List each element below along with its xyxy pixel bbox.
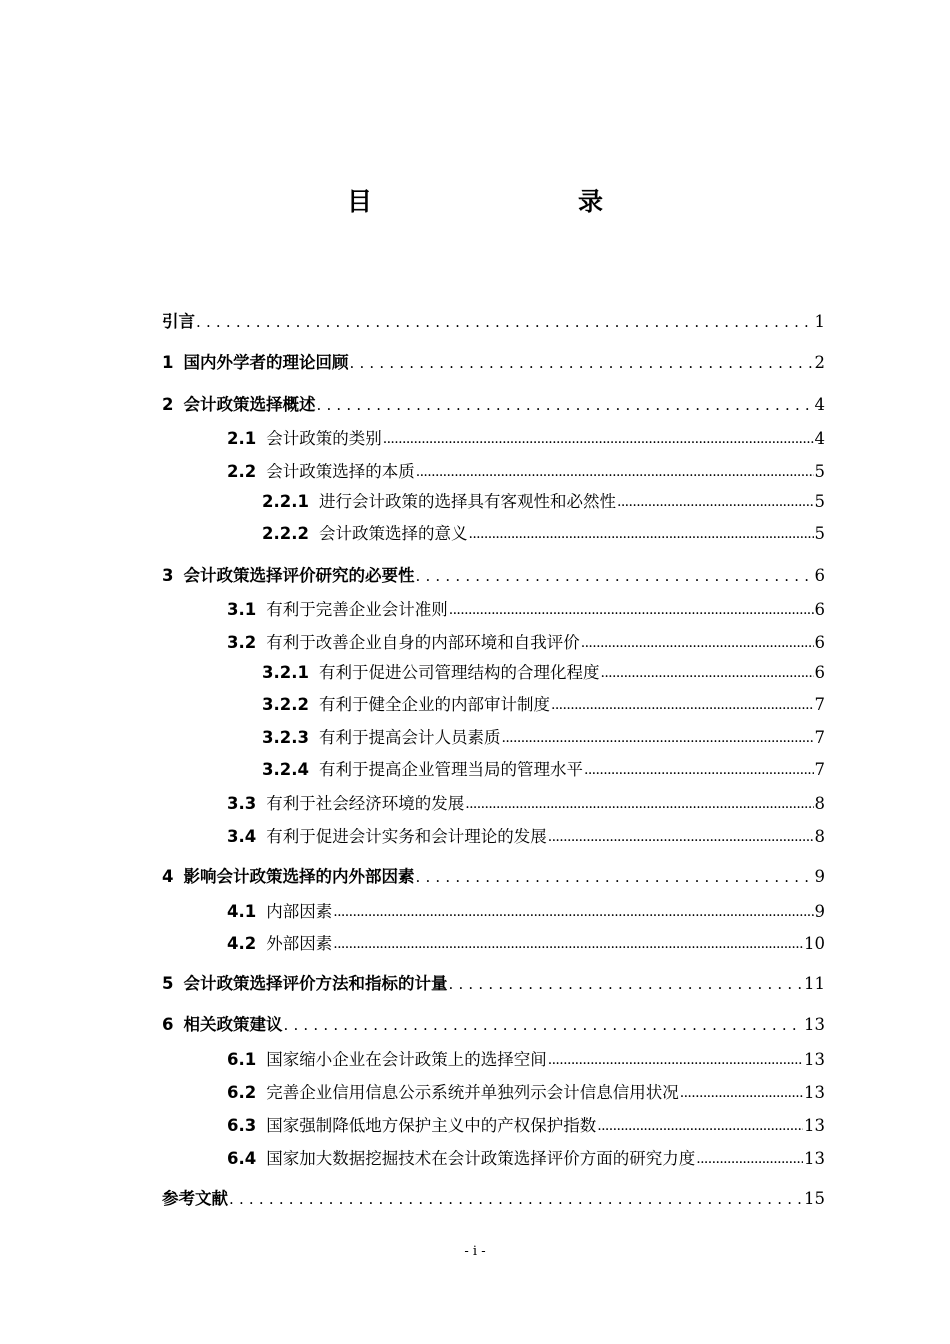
toc-title: 国家缩小企业在会计政策上的选择空间 bbox=[266, 1050, 547, 1069]
toc-page-number: 8 bbox=[814, 794, 825, 813]
toc-title: 会计政策的类别 bbox=[266, 429, 382, 448]
dot-leader bbox=[415, 563, 813, 589]
toc-page-number: 5 bbox=[814, 492, 825, 511]
toc-number: 2.1 bbox=[227, 429, 257, 448]
toc-title: 国家强制降低地方保护主义中的产权保护指数 bbox=[266, 1116, 597, 1135]
toc-page-number: 9 bbox=[814, 867, 825, 886]
toc-page-number: 13 bbox=[804, 1050, 825, 1069]
toc-page-number: 5 bbox=[814, 462, 825, 481]
toc-page-number: 2 bbox=[814, 353, 825, 372]
dot-leader bbox=[349, 350, 813, 376]
toc-number: 4.1 bbox=[227, 902, 257, 921]
toc-entry[interactable] bbox=[227, 597, 825, 623]
toc-entry[interactable] bbox=[162, 864, 825, 890]
toc-title: 有利于提高企业管理当局的管理水平 bbox=[318, 760, 583, 779]
dot-leader bbox=[229, 1186, 803, 1212]
toc-number: 6.2 bbox=[227, 1083, 257, 1102]
toc-page-number: 15 bbox=[804, 1189, 825, 1208]
toc-entry[interactable] bbox=[227, 824, 825, 850]
toc-page-number: 6 bbox=[814, 633, 825, 652]
toc-entry[interactable] bbox=[227, 459, 825, 485]
toc-page-number: 13 bbox=[804, 1083, 825, 1102]
toc-title: 有利于改善企业自身的内部环境和自我评价 bbox=[266, 633, 580, 652]
toc-page-number: 7 bbox=[814, 728, 825, 747]
toc-entry[interactable] bbox=[262, 757, 825, 783]
toc-page-number: 5 bbox=[814, 524, 825, 543]
toc-entry[interactable] bbox=[162, 1186, 825, 1212]
toc-entry[interactable] bbox=[227, 426, 825, 452]
dot-leader bbox=[501, 725, 813, 751]
toc-page-number: 9 bbox=[814, 902, 825, 921]
page-footer-number: - i - bbox=[464, 1244, 486, 1259]
toc-title: 会计政策选择的本质 bbox=[266, 462, 415, 481]
toc-entry[interactable] bbox=[227, 1047, 825, 1073]
page-title: 目 录 bbox=[346, 187, 655, 216]
toc-title: 会计政策选择概述 bbox=[183, 395, 316, 414]
toc-entry[interactable] bbox=[227, 1080, 825, 1106]
toc-title: 完善企业信用信息公示系统并单独列示会计信息信用状况 bbox=[266, 1083, 679, 1102]
toc-title: 国内外学者的理论回顾 bbox=[183, 353, 349, 372]
toc-title: 外部因素 bbox=[266, 934, 333, 953]
toc-number: 2 bbox=[162, 395, 174, 414]
toc-number: 6.3 bbox=[227, 1116, 257, 1135]
toc-page-number: 6 bbox=[814, 663, 825, 682]
dot-leader bbox=[617, 489, 814, 515]
toc-title: 有利于促进会计实务和会计理论的发展 bbox=[266, 827, 547, 846]
toc-entry[interactable] bbox=[227, 791, 825, 817]
dot-leader bbox=[548, 1047, 803, 1073]
toc-number: 1 bbox=[162, 353, 174, 372]
toc-page-number: 13 bbox=[804, 1015, 825, 1034]
dot-leader bbox=[333, 931, 803, 957]
toc-entry[interactable] bbox=[162, 1012, 825, 1038]
toc-title: 有利于促进公司管理结构的合理化程度 bbox=[318, 663, 600, 682]
toc-page-number: 4 bbox=[814, 395, 825, 414]
toc-title: 会计政策选择评价研究的必要性 bbox=[183, 566, 415, 585]
dot-leader bbox=[597, 1113, 803, 1139]
toc-page-number: 7 bbox=[814, 760, 825, 779]
dot-leader bbox=[581, 630, 814, 656]
toc-title: 引言 bbox=[162, 312, 195, 331]
toc-title: 国家加大数据挖掘技术在会计政策选择评价方面的研究力度 bbox=[266, 1149, 696, 1168]
toc-number: 6 bbox=[162, 1015, 174, 1034]
toc-page-number: 6 bbox=[814, 600, 825, 619]
toc-page-number: 13 bbox=[804, 1116, 825, 1135]
toc-number: 2.2.1 bbox=[262, 492, 309, 511]
toc-entry[interactable] bbox=[162, 563, 825, 589]
toc-page-number: 7 bbox=[814, 695, 825, 714]
dot-leader bbox=[416, 459, 814, 485]
toc-page-number: 10 bbox=[804, 934, 825, 953]
toc-title: 有利于提高会计人员素质 bbox=[318, 728, 501, 747]
dot-leader bbox=[283, 1012, 803, 1038]
toc-title: 会计政策选择的意义 bbox=[318, 524, 468, 543]
toc-page-number: 13 bbox=[804, 1149, 825, 1168]
toc-entry[interactable] bbox=[162, 350, 825, 376]
toc-entry[interactable] bbox=[262, 521, 825, 547]
toc-number: 4.2 bbox=[227, 934, 257, 953]
dot-leader bbox=[449, 597, 814, 623]
toc-title: 相关政策建议 bbox=[183, 1015, 283, 1034]
toc-number: 6.1 bbox=[227, 1050, 257, 1069]
toc-page-number: 11 bbox=[804, 974, 825, 993]
toc-title: 影响会计政策选择的内外部因素 bbox=[183, 867, 415, 886]
toc-number: 3.3 bbox=[227, 794, 257, 813]
toc-page-number: 4 bbox=[814, 429, 825, 448]
toc-entry[interactable] bbox=[262, 692, 825, 718]
toc-entry[interactable] bbox=[227, 931, 825, 957]
toc-entry[interactable] bbox=[162, 309, 825, 335]
toc-entry[interactable] bbox=[227, 1113, 825, 1139]
toc-number: 2.2.2 bbox=[262, 524, 309, 543]
toc-title: 有利于健全企业的内部审计制度 bbox=[318, 695, 550, 714]
toc-number: 6.4 bbox=[227, 1149, 257, 1168]
toc-title: 参考文献 bbox=[162, 1189, 228, 1208]
dot-leader bbox=[333, 899, 813, 925]
toc-number: 3.1 bbox=[227, 600, 257, 619]
toc-title: 有利于完善企业会计准则 bbox=[266, 600, 448, 619]
toc-number: 4 bbox=[162, 867, 174, 886]
toc-number: 3.2.4 bbox=[262, 760, 309, 779]
dot-leader bbox=[584, 757, 814, 783]
dot-leader bbox=[600, 660, 813, 686]
toc-entry[interactable] bbox=[162, 392, 825, 418]
toc-number: 3 bbox=[162, 566, 174, 585]
toc-title: 会计政策选择评价方法和指标的计量 bbox=[183, 974, 448, 993]
dot-leader bbox=[548, 824, 814, 850]
toc-number: 2.2 bbox=[227, 462, 257, 481]
toc-entry[interactable] bbox=[262, 660, 825, 686]
dot-leader bbox=[196, 309, 814, 335]
dot-leader bbox=[551, 692, 814, 718]
toc-page-number: 8 bbox=[814, 827, 825, 846]
toc-page-number: 6 bbox=[814, 566, 825, 585]
toc-entry[interactable] bbox=[262, 489, 825, 515]
dot-leader bbox=[680, 1080, 803, 1106]
toc-number: 3.2 bbox=[227, 633, 257, 652]
dot-leader bbox=[415, 864, 813, 890]
toc-number: 3.2.1 bbox=[262, 663, 309, 682]
dot-leader bbox=[383, 426, 814, 452]
dot-leader bbox=[468, 521, 813, 547]
toc-title: 进行会计政策的选择具有客观性和必然性 bbox=[318, 492, 616, 511]
toc-title: 有利于社会经济环境的发展 bbox=[266, 794, 465, 813]
toc-entry[interactable] bbox=[227, 630, 825, 656]
dot-leader bbox=[696, 1146, 803, 1172]
toc-number: 3.2.2 bbox=[262, 695, 309, 714]
toc-entry[interactable] bbox=[162, 971, 825, 997]
toc-title: 内部因素 bbox=[266, 902, 333, 921]
toc-number: 3.4 bbox=[227, 827, 257, 846]
toc-number: 3.2.3 bbox=[262, 728, 309, 747]
toc-entry[interactable] bbox=[262, 725, 825, 751]
toc-number: 5 bbox=[162, 974, 174, 993]
toc-page-number: 1 bbox=[814, 312, 825, 331]
dot-leader bbox=[465, 791, 813, 817]
dot-leader bbox=[448, 971, 803, 997]
toc-entry[interactable] bbox=[227, 1146, 825, 1172]
dot-leader bbox=[316, 392, 813, 418]
toc-entry[interactable] bbox=[227, 899, 825, 925]
